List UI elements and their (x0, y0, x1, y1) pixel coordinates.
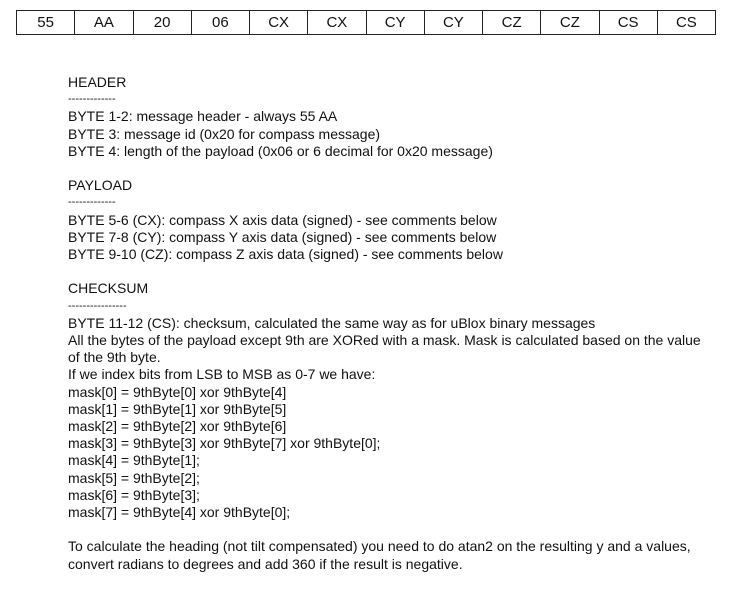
mask-line-3: mask[3] = 9thByte[3] xor 9thByte[7] xor 9thByte[0]; (68, 435, 381, 452)
spacer (68, 263, 708, 280)
byte-cell-9: CZ (483, 11, 541, 35)
checksum-section (68, 280, 708, 521)
byte-cell-8: CY (424, 11, 482, 35)
header-line-1: BYTE 1-2: message header - always 55 AA (68, 108, 338, 125)
header-rule: ------------- (68, 93, 116, 106)
checksum-title: CHECKSUM (68, 280, 149, 297)
byte-cell-5: CX (250, 11, 308, 35)
byte-cell-11: CS (599, 11, 657, 35)
payload-line-2: BYTE 7-8 (CY): compass Y axis data (signed) - see comments below (68, 228, 497, 245)
byte-cell-1: 55 (17, 11, 75, 35)
mask-line-4: mask[4] = 9thByte[1]; (68, 452, 200, 469)
checksum-index-line: If we index bits from LSB to MSB as 0-7 we have: (68, 366, 376, 383)
mask-line-0: mask[0] = 9thByte[0] xor 9thByte[4] (68, 383, 287, 400)
protocol-description (68, 74, 708, 573)
checksum-line-1: BYTE 11-12 (CS): checksum, calculated the same way as for uBlox binary messages (68, 314, 596, 331)
mask-line-2: mask[2] = 9thByte[2] xor 9thByte[6] (68, 418, 287, 435)
mask-line-1: mask[1] = 9thByte[1] xor 9thByte[5] (68, 400, 287, 417)
byte-cell-10: CZ (541, 11, 599, 35)
header-line-3: BYTE 4: length of the payload (0x06 or 6 decimal for 0x20 message) (68, 142, 493, 159)
byte-cell-2: AA (75, 11, 133, 35)
byte-cell-3: 20 (133, 11, 191, 35)
payload-rule: ------------- (68, 196, 116, 209)
payload-line-3: BYTE 9-10 (CZ): compass Z axis data (signed) - see comments below (68, 246, 503, 263)
spacer (68, 521, 708, 538)
payload-title: PAYLOAD (68, 177, 133, 194)
byte-cell-4: 06 (191, 11, 249, 35)
payload-line-1: BYTE 5-6 (CX): compass X axis data (signed) - see comments below (68, 211, 497, 228)
heading-calculation-note: To calculate the heading (not tilt compensated) you need to do atan2 on the resulting y and a values, convert radians to degrees and add 360 if the result is negative. (68, 538, 691, 572)
header-section (68, 74, 708, 160)
mask-line-5: mask[5] = 9thByte[2]; (68, 469, 200, 486)
header-title: HEADER (68, 74, 127, 90)
checksum-rule: ---------------- (68, 299, 127, 312)
byte-row (17, 11, 716, 35)
checksum-mask-paragraph: All the bytes of the payload except 9th are XORed with a mask. Mask is calculated based on the value of the 9th byte. (68, 332, 701, 366)
mask-line-7: mask[7] = 9thByte[4] xor 9thByte[0]; (68, 504, 291, 521)
byte-cell-12: CS (657, 11, 715, 35)
header-line-2: BYTE 3: message id (0x20 for compass message) (68, 125, 381, 142)
byte-cell-6: CX (308, 11, 366, 35)
spacer (68, 160, 708, 177)
mask-line-6: mask[6] = 9thByte[3]; (68, 486, 200, 503)
payload-section (68, 177, 708, 263)
byte-layout-table (16, 10, 716, 35)
byte-cell-7: CY (366, 11, 424, 35)
